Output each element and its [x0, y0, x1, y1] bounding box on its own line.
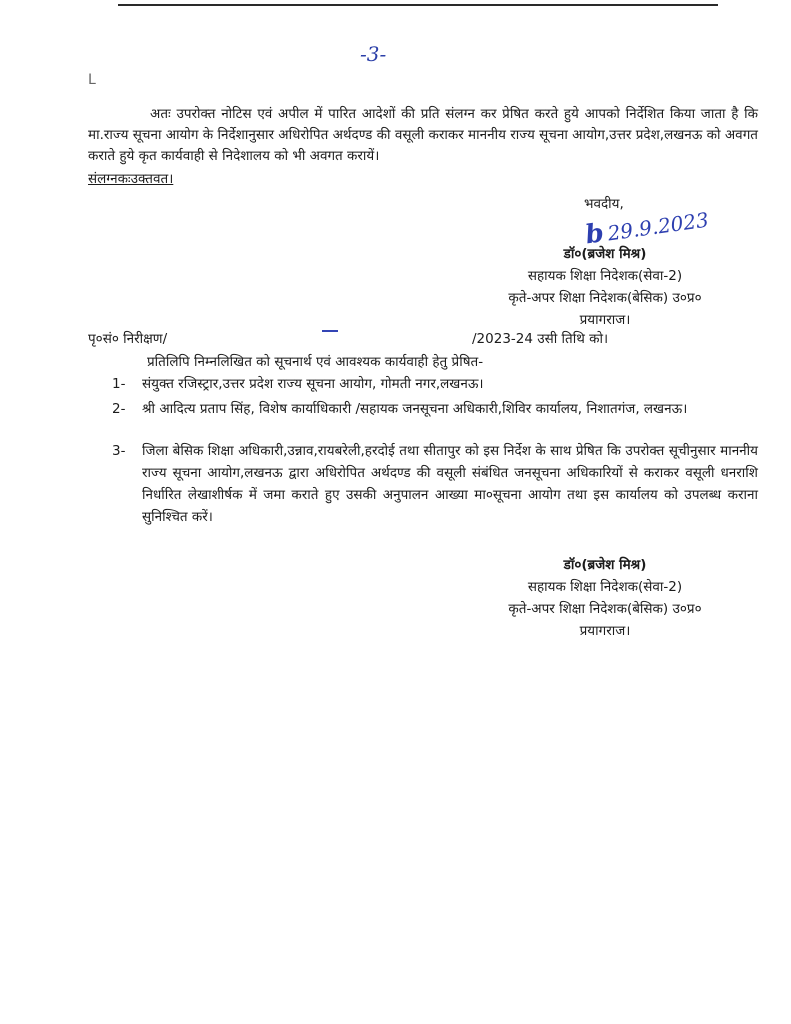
closing-salutation: भवदीय,: [584, 196, 624, 212]
signatory-block-1: [480, 243, 730, 331]
signatory-block-2: [480, 554, 730, 642]
scan-edge-line: [118, 4, 718, 6]
reference-number-left: पृ०सं० निरीक्षण/: [88, 331, 168, 347]
signatory-designation: सहायक शिक्षा निदेशक(सेवा-2): [527, 268, 683, 284]
signatory-designation: सहायक शिक्षा निदेशक(सेवा-2): [527, 579, 683, 595]
copy-list-item: [112, 373, 758, 395]
signatory-place: प्रयागराज।: [579, 623, 631, 639]
list-text: जिला बेसिक शिक्षा अधिकारी,उन्नाव,रायबरेली,हरदोई तथा सीतापुर को इस निर्देश के साथ प्रेषित कि उपरोक्त सूचीनुसार माननीय राज्य सूचना आयोग,लखनऊ द्वारा अधिरोपित अर्थदण्ड की वसूली संबंधित जनसूचना अधिकारियों से कराकर वसूली धनराशि निर्धारित लेखाशीर्षक में जमा कराते हुए उसकी अनुपालन आख्या मा०सूचना आयोग तथा इस कार्यालय को उपलब्ध कराना सुनिश्चित करें।: [142, 443, 758, 525]
copy-intro: प्रतिलिपि निम्नलिखित को सूचनार्थ एवं आवश्यक कार्यवाही हेतु प्रेषित-: [147, 354, 484, 370]
signatory-name: डॉ०(ब्रजेश मिश्र): [563, 246, 647, 262]
list-number: 2-: [112, 401, 126, 417]
handwritten-signature: b29.9.2023: [583, 207, 711, 251]
signatory-name: डॉ०(ब्रजेश मिश्र): [563, 557, 647, 573]
reference-blank-mark: [322, 330, 338, 332]
enclosure-note: संलग्नकःउक्तवत।: [88, 171, 174, 187]
list-text: श्री आदित्य प्रताप सिंह, विशेष कार्याधिकारी /सहायक जनसूचना अधिकारी,शिविर कार्यालय, निशातगंज, लखनऊ।: [142, 401, 688, 417]
reference-number-right: /2023-24 उसी तिथि को।: [472, 331, 609, 347]
copy-list-item: [112, 398, 758, 420]
signature-date: 29.9.2023: [606, 207, 711, 246]
signatory-on-behalf: कृते-अपर शिक्षा निदेशक(बेसिक) उ०प्र०: [508, 601, 702, 617]
signatory-place: प्रयागराज।: [579, 312, 631, 328]
margin-mark: L: [88, 72, 96, 88]
list-number: 1-: [112, 376, 126, 392]
body-paragraph: अतः उपरोक्त नोटिस एवं अपील में पारित आदेशों की प्रति संलग्न कर प्रेषित करते हुये आपको निर्देशित किया जाता है कि मा.राज्य सूचना आयोग के निर्देशानुसार अधिरोपित अर्थदण्ड की वसूली कराकर माननीय राज्य सूचना आयोग,उत्तर प्रदेश,लखनऊ को अवगत कराते हुये कृत कार्यवाही से निदेशालय को भी अवगत करायें।: [88, 106, 758, 164]
copy-list-item: [112, 440, 758, 528]
handwritten-page-number: -3-: [360, 42, 387, 66]
signatory-on-behalf: कृते-अपर शिक्षा निदेशक(बेसिक) उ०प्र०: [508, 290, 702, 306]
list-number: 3-: [112, 443, 126, 459]
list-text: संयुक्त रजिस्ट्रार,उत्तर प्रदेश राज्य सूचना आयोग, गोमती नगर,लखनऊ।: [142, 376, 484, 392]
